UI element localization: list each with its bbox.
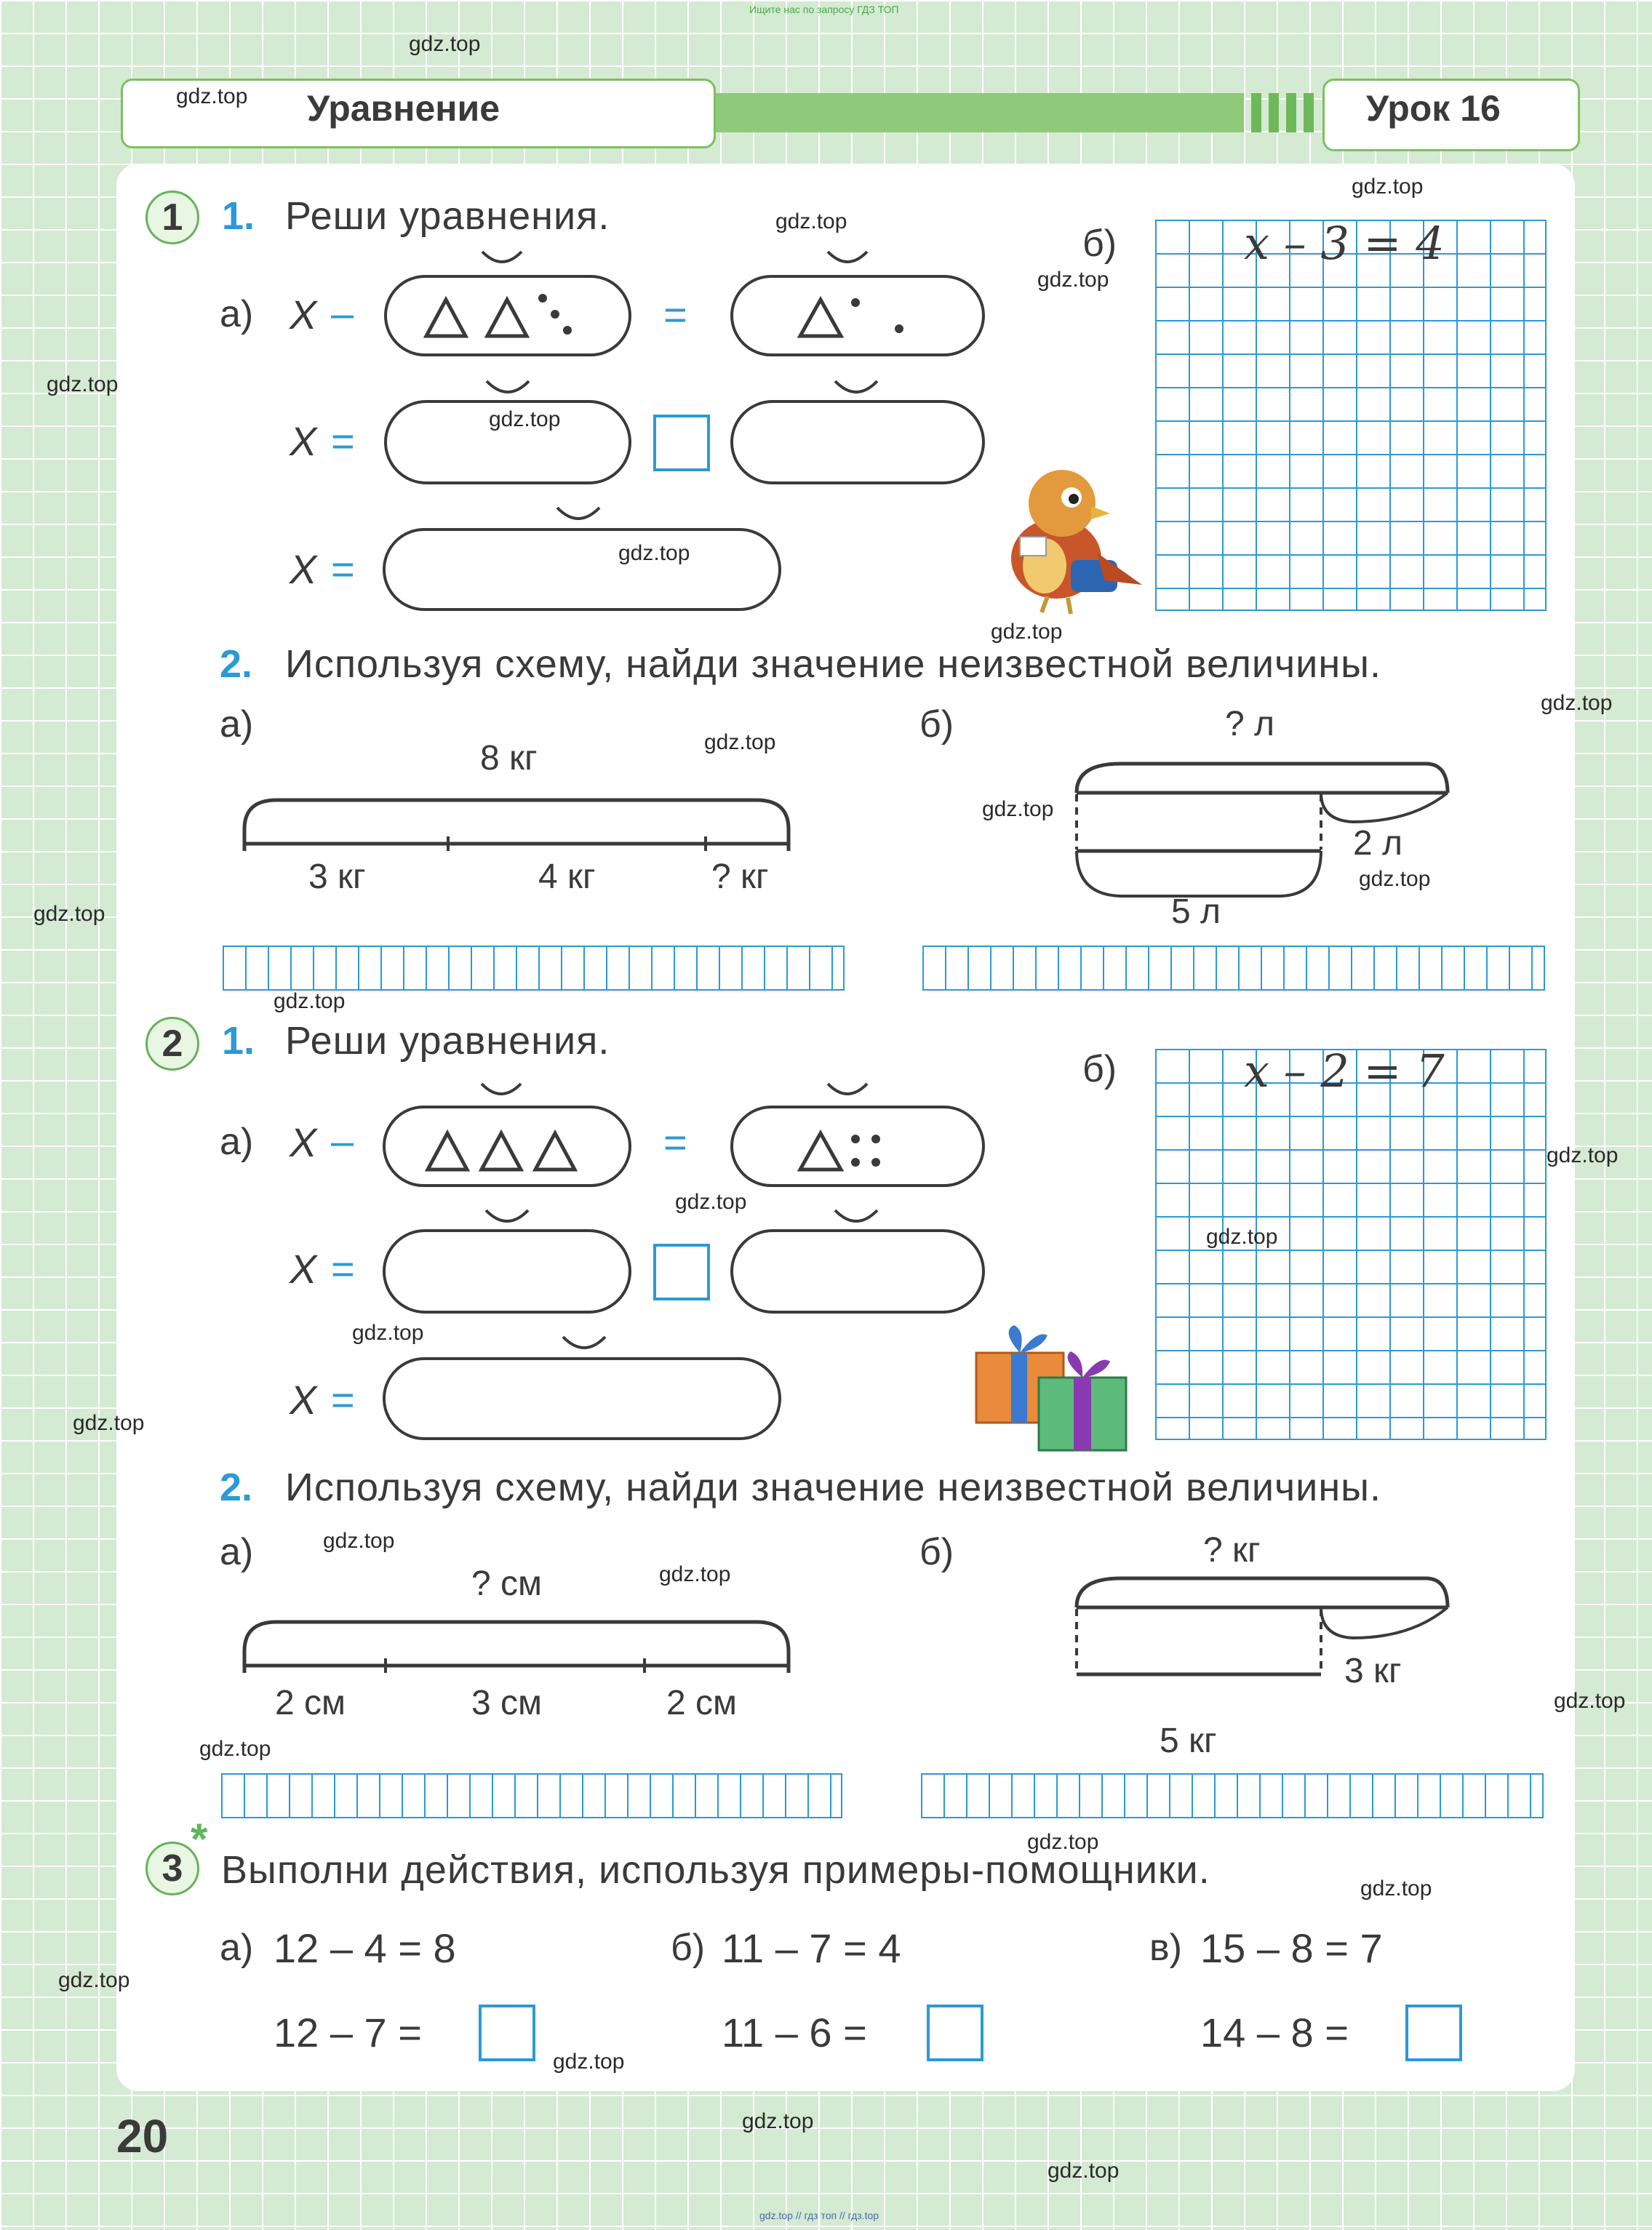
handwritten-equation: x – 3 = 4	[1244, 217, 1445, 270]
segment-diagram	[233, 1593, 800, 1680]
variable-x: X	[290, 1119, 317, 1165]
answer-oval[interactable]	[383, 528, 781, 611]
difference-label: 2 л	[1353, 824, 1403, 863]
part-label: 3 кг	[308, 858, 366, 896]
part-label: 2 см	[275, 1684, 346, 1722]
bottom-label: 5 кг	[1160, 1722, 1217, 1760]
equals-sign: =	[663, 1119, 687, 1165]
label-a: а)	[220, 1121, 254, 1163]
answer-oval[interactable]	[730, 1229, 985, 1314]
watermark: gdz.top	[58, 1968, 130, 1992]
watermark: gdz.top	[1547, 1143, 1619, 1167]
watermark: gdz.top	[659, 1562, 731, 1586]
helper-example: 15 – 8 = 7	[1200, 1925, 1383, 1971]
label-a: а)	[220, 1927, 254, 1969]
task-text: Используя схему, найди значение неизвестной величины.	[285, 1466, 1381, 1509]
triangle-figure	[383, 1079, 631, 1188]
triangle-dots-figure	[384, 247, 631, 356]
section-number-1: 1	[145, 191, 199, 244]
watermark: gdz.top	[991, 620, 1063, 644]
lesson-title: Урок 16	[1366, 88, 1501, 129]
watermark: gdz.top	[274, 989, 346, 1013]
variable-x: X	[290, 1377, 317, 1423]
total-label: ? см	[471, 1564, 543, 1603]
watermark: gdz.top	[47, 372, 119, 396]
segment-diagram	[233, 771, 800, 858]
minus-sign: –	[331, 1118, 354, 1164]
task-text: Используя схему, найди значение неизвестной величины.	[285, 642, 1381, 686]
watermark: gdz.top	[1206, 1225, 1278, 1249]
triangle-dots-figure	[730, 1079, 985, 1188]
brace-mark	[482, 378, 533, 404]
task-number: 1.	[222, 1019, 255, 1063]
footer-banner: gdz.top // гдз топ // гдз.top	[759, 2210, 879, 2221]
header-stripe	[1269, 93, 1279, 132]
topic-title: Уравнение	[307, 88, 500, 129]
watermark: gdz.top	[1027, 1830, 1099, 1854]
watermark: gdz.top	[199, 1737, 271, 1761]
helper-example: 12 – 4 = 8	[274, 1925, 456, 1971]
brace-mark	[482, 1207, 532, 1234]
task-text: Реши уравнения.	[285, 1019, 610, 1063]
brace-mark	[831, 378, 882, 404]
bottom-label: 5 л	[1171, 892, 1221, 931]
sign-answer-box[interactable]	[653, 1244, 710, 1300]
watermark: gdz.top	[1352, 175, 1424, 199]
bird-illustration	[975, 451, 1149, 626]
answer-box[interactable]	[927, 2005, 983, 2061]
task-example: 11 – 6 =	[722, 2010, 867, 2055]
header-stripe	[1251, 93, 1261, 132]
watermark: gdz.top	[1541, 691, 1613, 715]
triangle-dots-figure	[730, 247, 985, 356]
brace-mark	[831, 1207, 882, 1234]
watermark: gdz.top	[1360, 1877, 1432, 1901]
watermark: gdz.top	[323, 1529, 395, 1553]
watermark: gdz.top	[1037, 268, 1109, 292]
label-c: в)	[1149, 1927, 1182, 1969]
variable-x: X	[290, 292, 317, 337]
watermark: gdz.top	[33, 902, 105, 926]
top-banner: Ищите нас по запросу ГДЗ ТОП	[749, 4, 899, 15]
watermark: gdz.top	[176, 84, 248, 108]
total-label: 8 кг	[480, 739, 538, 778]
answer-oval[interactable]	[383, 1229, 631, 1314]
watermark: gdz.top	[1048, 2159, 1120, 2183]
answer-oval[interactable]	[383, 1357, 781, 1440]
variable-x: X	[290, 1246, 317, 1292]
task-text: Реши уравнения.	[285, 194, 610, 238]
label-b: б)	[1082, 1048, 1117, 1090]
comparison-diagram	[1062, 1564, 1469, 1724]
part-label: 4 кг	[538, 858, 596, 896]
watermark: gdz.top	[775, 209, 847, 233]
label-b: б)	[919, 703, 954, 746]
equals-sign: =	[331, 1377, 355, 1423]
label-a: а)	[220, 1531, 254, 1573]
page-number: 20	[116, 2110, 169, 2162]
sign-answer-box[interactable]	[653, 415, 710, 471]
watermark: gdz.top	[409, 32, 481, 56]
part-label: 2 см	[666, 1684, 738, 1722]
watermark: gdz.top	[704, 730, 776, 754]
watermark: gdz.top	[982, 797, 1054, 821]
variable-x: X	[290, 546, 317, 592]
task-example: 12 – 7 =	[274, 2010, 422, 2055]
difference-label: 3 кг	[1344, 1652, 1402, 1690]
minus-sign: –	[331, 290, 354, 336]
task-number: 1.	[222, 194, 255, 238]
header-stripe	[1286, 93, 1296, 132]
brace-mark	[559, 1334, 610, 1360]
part-label: ? кг	[711, 858, 769, 896]
label-b: б)	[919, 1531, 954, 1573]
header-strip	[706, 93, 1244, 132]
section-number-2: 2	[145, 1017, 199, 1071]
answer-box[interactable]	[479, 2005, 535, 2061]
label-a: а)	[220, 293, 254, 335]
watermark: gdz.top	[675, 1190, 747, 1214]
watermark: gdz.top	[618, 541, 690, 565]
top-label: ? л	[1225, 705, 1275, 743]
brace-mark	[553, 505, 604, 531]
watermark: gdz.top	[1359, 867, 1431, 891]
answer-oval[interactable]	[730, 400, 985, 484]
equals-sign: =	[663, 292, 687, 337]
helper-example: 11 – 7 = 4	[722, 1925, 901, 1971]
handwritten-equation: x – 2 = 7	[1244, 1044, 1445, 1098]
answer-strip[interactable]	[223, 946, 845, 991]
section-number-3: 3	[145, 1842, 199, 1895]
watermark: gdz.top	[742, 2109, 814, 2133]
label-a: а)	[220, 703, 254, 746]
answer-grid[interactable]	[1155, 220, 1547, 611]
answer-strip[interactable]	[922, 946, 1545, 991]
header-stripe	[1304, 93, 1314, 132]
equals-sign: =	[331, 1246, 355, 1292]
watermark: gdz.top	[1554, 1689, 1626, 1713]
answer-strip[interactable]	[221, 1773, 842, 1818]
label-b: б)	[671, 1927, 706, 1969]
variable-x: X	[290, 418, 317, 464]
task-text: Выполни действия, используя примеры-помощники.	[221, 1848, 1210, 1892]
task-number: 2.	[220, 1466, 253, 1509]
watermark: gdz.top	[352, 1321, 424, 1345]
answer-strip[interactable]	[921, 1773, 1544, 1818]
equals-sign: =	[331, 418, 355, 464]
gift-boxes-illustration	[972, 1316, 1139, 1455]
answer-box[interactable]	[1405, 2005, 1462, 2061]
watermark: gdz.top	[73, 1411, 145, 1435]
equals-sign: =	[331, 546, 355, 592]
part-label: 3 см	[471, 1684, 543, 1722]
top-label: ? кг	[1203, 1531, 1261, 1570]
watermark: gdz.top	[489, 407, 561, 431]
task-number: 2.	[220, 642, 253, 686]
task-example: 14 – 8 =	[1200, 2010, 1349, 2055]
label-b: б)	[1082, 223, 1117, 265]
asterisk-star: *	[191, 1815, 208, 1863]
watermark: gdz.top	[553, 2050, 625, 2074]
